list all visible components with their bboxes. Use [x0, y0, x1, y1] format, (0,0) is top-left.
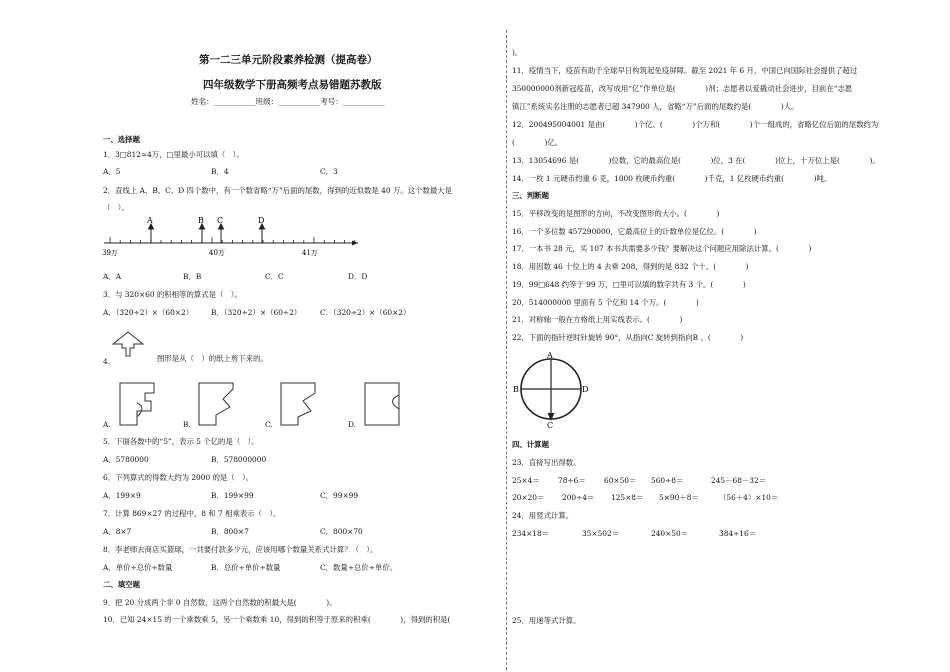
q6-option-c: C．99×99 [320, 491, 359, 500]
q1-option-b: B．4 [211, 167, 229, 176]
q4-shape-b [196, 381, 236, 427]
question-6: 6．下列算式的得数大约为 2000 的是（ ）。 [103, 473, 254, 482]
question-14: 14．一枚 1 元硬币约重 6 克，1000 枚硬币约重( )千克，1 亿枚硬币约重( )吨。 [512, 174, 832, 183]
q5-option-b: B．578000000 [211, 455, 267, 464]
vertical-calc-item: 384÷16＝ [719, 529, 757, 538]
q3-option-b: B．（320÷2）×（60÷2） [211, 308, 302, 317]
q2-option-d: D．D [348, 272, 368, 281]
exam-title-1: 第一二三单元阶段素养检测（提高卷） [199, 54, 378, 66]
calc-item: 25×4＝ [512, 476, 540, 485]
point-label-d: D [258, 216, 265, 225]
q2-option-b: B．B [183, 272, 202, 281]
q4-shape-c [278, 381, 318, 427]
point-label-b: B [198, 216, 204, 225]
question-18: 18．用因数 46 十位上的 4 去乘 208，得到的是 832 个十。( ) [512, 262, 749, 271]
question-19: 19．99□648 约等于 99 万，□里可以填的数字共有 3 个。( ) [512, 280, 746, 289]
calc-item: 560÷8＝ [651, 476, 684, 485]
q3-option-c: C．（320÷2）×（60×2） [320, 308, 411, 317]
calc-item: 125×8＝ [611, 493, 644, 502]
section-true-false: 三、判断题 [512, 191, 549, 200]
calc-item: 245－68－32＝ [711, 476, 767, 485]
question-12: 12．200495004001 是由( )个亿、( )个万和( )个一组成的，省略亿位后面的尾数约为 [512, 120, 879, 129]
question-22: 22．下面的指针逆时针旋转 90°，从指向C 旋转到指向B 。( ) [512, 333, 744, 342]
question-20: 20．514000000 里面有 5 个亿和 14 个万。( ) [512, 298, 699, 307]
compass-label-b: B [513, 385, 519, 394]
calc-item: 20×20＝ [512, 493, 545, 502]
q4-option-b: B. [183, 420, 191, 429]
q2-option-a: A．A [103, 272, 122, 281]
compass-label-d: D [582, 385, 589, 394]
q7-option-b: B．800×7 [211, 527, 249, 536]
question-13: 13．13054696 是( )位数，它的最高位是( )位，3 在( )位上，十万位上是( )。 [512, 156, 880, 165]
q4-number: 4. [103, 357, 111, 366]
q4-shape-d [362, 381, 402, 427]
question-11-line2: 350000000剂新冠疫苗，改写成用“亿”作单位是( )剂；志愿者以爱撬动社会进步，目前在“志愿 [512, 84, 853, 93]
q1-option-a: A．5 [103, 167, 121, 176]
question-3: 3．与 320×60 的积相等的算式是（ ）。 [103, 290, 242, 299]
section-calculation: 四、计算题 [512, 440, 549, 449]
vertical-calc-item: 35×502＝ [582, 529, 620, 538]
calc-item: 200÷4＝ [562, 493, 595, 502]
q8-option-b: B．总价÷单价÷数量 [211, 563, 281, 572]
point-label-a: A [147, 216, 153, 225]
calc-item: 60×50＝ [604, 476, 637, 485]
question-8: 8．李老师去商店买篮球，一共要付款多少元，应该用哪个数量关系式计算？（ ）。 [103, 545, 378, 554]
q4-option-c: C. [265, 420, 273, 429]
point-label-c: C [217, 216, 224, 225]
page-divider [506, 30, 507, 670]
question-24: 24．用竖式计算。 [512, 511, 574, 520]
number-line-figure [100, 215, 360, 261]
calc-item: 78÷6＝ [558, 476, 586, 485]
q4-option-a: A. [103, 420, 111, 429]
calc-item: （56＋4）×10＝ [719, 493, 779, 502]
q6-option-a: A．199×9 [103, 491, 141, 500]
question-17: 17．一本书 28 元，买 107 本书共需要多少钱？要解决这个问题应用除法计算。( ) [512, 244, 812, 253]
q1-option-c: C．3 [320, 167, 338, 176]
question-25: 25．用递等式计算。 [512, 616, 581, 625]
question-4: 图形是从（ ）的纸上剪下来的。 [157, 354, 268, 363]
cut-tree-figure [111, 330, 145, 358]
compass-figure [511, 349, 593, 429]
question-5: 5．下面各数中的“5”，表示 5 个亿的是（ ）。 [103, 437, 259, 446]
question-23: 23．直接写出得数。 [512, 458, 581, 467]
question-9: 9．把 20 分成两个非 0 自然数，这两个自然数的积最大是( )。 [103, 598, 337, 607]
q2-option-c: C．C [265, 272, 284, 281]
vertical-calc-item: 234×18＝ [512, 529, 550, 538]
q3-option-a: A．（320÷2）×（60×2） [103, 308, 194, 317]
question-12-line2: ( )亿。 [512, 138, 563, 147]
q7-option-c: C．800×70 [320, 527, 363, 536]
question-10: 10．已知 24×15 的一个乘数乘 5，另一个乘数乘 10，得到的积等于原来的积乘( )，得到的积是( [103, 615, 451, 624]
vertical-calc-item: 240×50＝ [651, 529, 689, 538]
compass-label-c: C [547, 421, 554, 429]
student-info-line: 姓名：___________班级：___________考号：___________ [191, 97, 385, 106]
question-11: 11．疫情当下，疫苗有助于全球早日构筑起免疫屏障。截至 2021 年 6 月，中国已向国际社会提供了超过 [512, 66, 858, 75]
q8-option-c: C．数量÷总价÷单价。 [320, 563, 398, 572]
q8-option-a: A．单价÷总价÷数量 [103, 563, 173, 572]
question-2: 2．直线上 A、B、C、D 四个数中，有一个数省略“万”后面的尾数，得到的近似数是 40 万。这个数最大是 [103, 186, 453, 195]
q7-option-a: A．8×7 [103, 527, 132, 536]
q4-shape-a [117, 381, 157, 427]
tick-label-39: 39万 [102, 249, 118, 257]
section-multiple-choice: 一、选择题 [103, 135, 140, 144]
tick-label-41: 41万 [302, 249, 318, 257]
question-2-cont: （ ）。 [103, 203, 129, 212]
tick-label-40: 40万 [209, 249, 225, 257]
question-15: 15．平移改变的是图形的方向，不改变图形的大小。( ) [512, 209, 720, 218]
question-11-line3: 镇江”系统实名注册的志愿者已超 347900 人，省略“万”后面的尾数约是( )人。 [512, 102, 799, 111]
exam-title-2: 四年级数学下册高频考点易错题苏教版 [203, 79, 382, 91]
q6-option-b: B．199×99 [211, 491, 254, 500]
q4-option-d: D. [348, 420, 357, 429]
compass-label-a: A [547, 351, 553, 360]
question-16: 16．一个多位数 457290000，它最高位上的计数单位是亿位。( ) [512, 227, 757, 236]
question-7: 7．计算 869×27 的过程中，8 和 7 相乘表示（ ）。 [103, 509, 281, 518]
question-1: 1．3□812≈4万，□里最小可以填（ ）。 [103, 150, 244, 159]
section-fill-in: 二、填空题 [103, 580, 140, 589]
question-10-end: )。 [512, 48, 523, 57]
q5-option-a: A．5780000 [103, 455, 149, 464]
calc-item: 5×90＋8＝ [659, 493, 699, 502]
question-21: 21．对称轴一般在方格纸上用实线表示。( ) [512, 315, 683, 324]
